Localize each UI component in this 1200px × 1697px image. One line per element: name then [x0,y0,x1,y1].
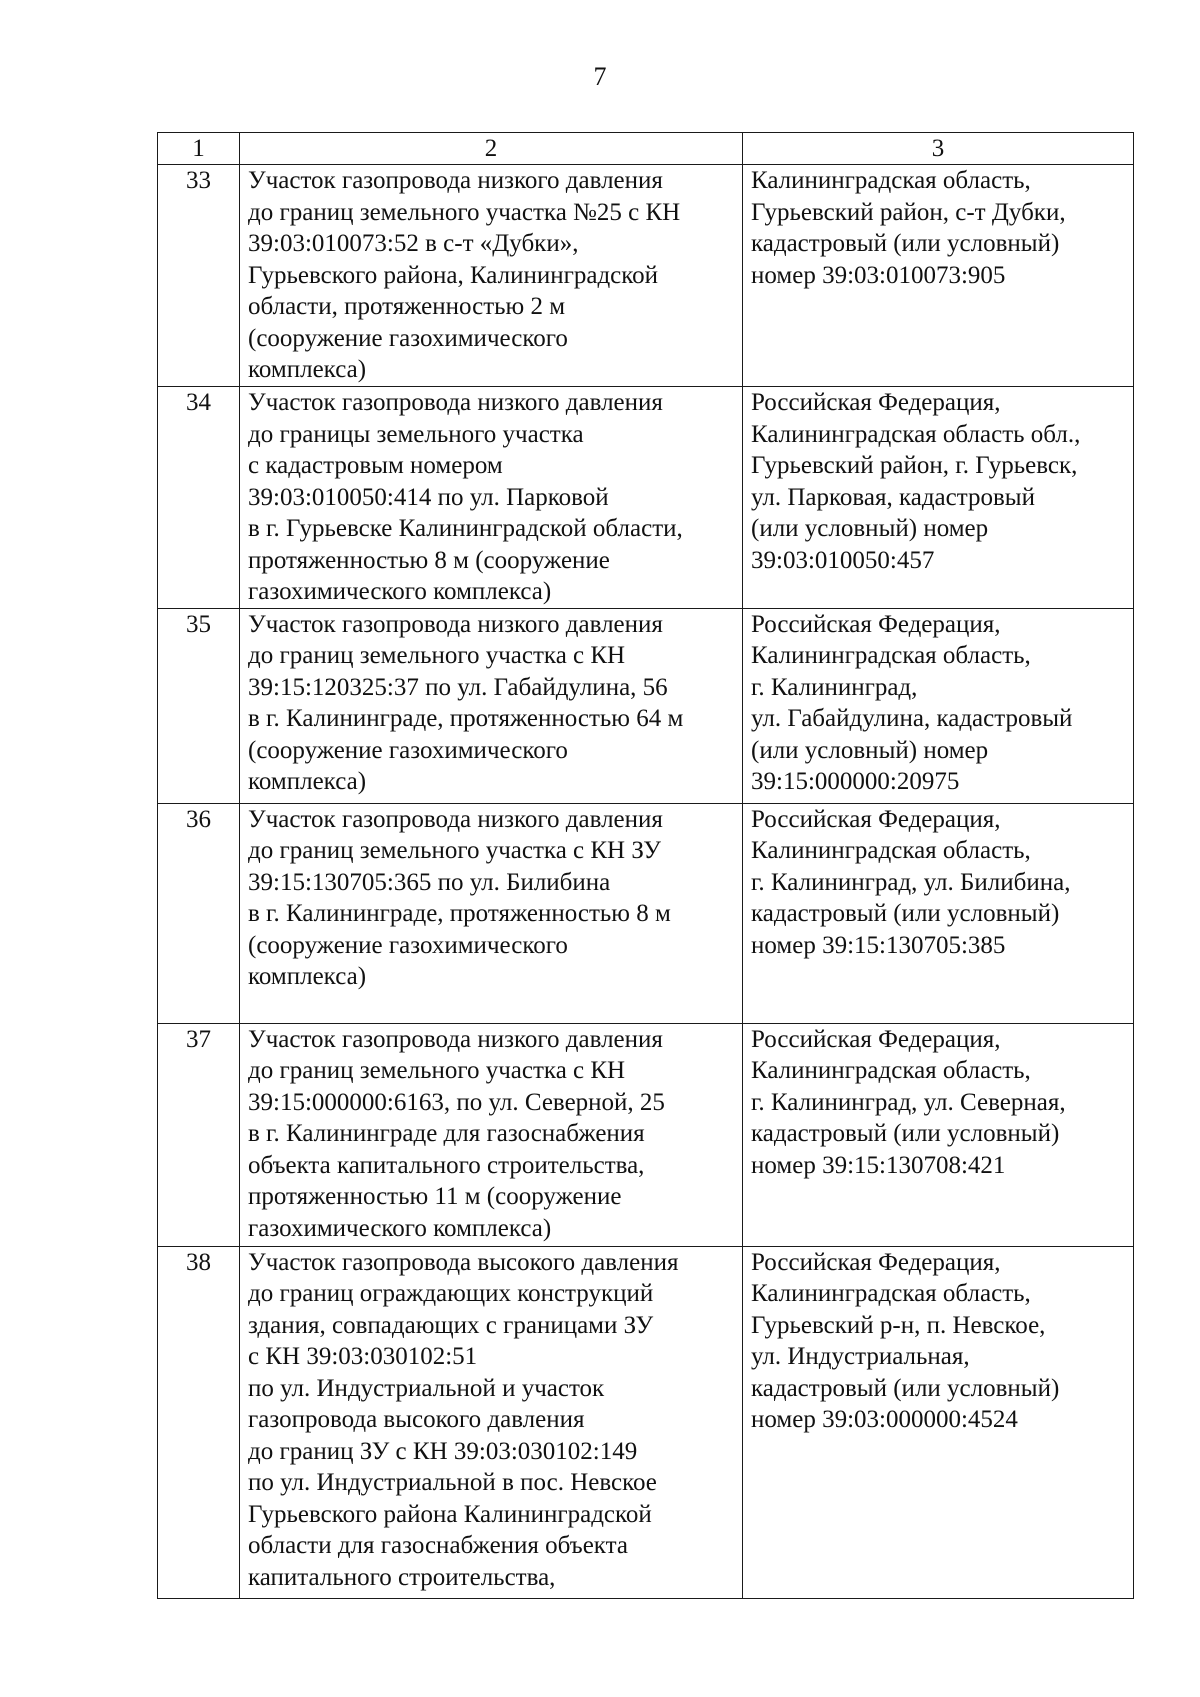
object-description: Участок газопровода низкого давления до границ земельного участка с КН 39:15:000000:6163, по ул. Северной, 25 в г. Калининграде для газоснабжения объекта капитального строительства, протяженностью 11 м (сооружение газохимического комплекса) [240,1023,743,1246]
object-description: Участок газопровода низкого давления до границ земельного участка №25 с КН 39:03:010073:52 в с-т «Дубки», Гурьевского района, Калининградской области, протяженностью 2 м (сооружение газохимического комплекса) [240,165,743,387]
row-number: 38 [158,1246,240,1598]
object-description: Участок газопровода низкого давления до границ земельного участка с КН 39:15:120325:37 по ул. Габайдулина, 56 в г. Калининграде, протяженностью 64 м (сооружение газохимического комплекса) [240,608,743,803]
object-location: Российская Федерация, Калининградская область, г. Калининград, ул. Билибина, кадастровый (или условный) номер 39:15:130705:385 [743,803,1134,1023]
column-header-description: 2 [240,133,743,165]
table-row [158,608,1134,803]
object-description: Участок газопровода высокого давления до границ ограждающих конструкций здания, совпадающих с границами ЗУ с КН 39:03:030102:51 по ул. Индустриальной и участок газопровода высокого давления до границ ЗУ с КН 39:03:030102:149 по ул. Индустриальной в пос. Невское Гурьевского района Калининградской области для газоснабжения объекта капитального строительства, [240,1246,743,1598]
table-row [158,1023,1134,1246]
table-row [158,387,1134,609]
object-location: Российская Федерация, Калининградская область, г. Калининград, ул. Габайдулина, кадастровый (или условный) номер 39:15:000000:20975 [743,608,1134,803]
row-number: 35 [158,608,240,803]
row-number: 36 [158,803,240,1023]
object-description: Участок газопровода низкого давления до границы земельного участка с кадастровым номером 39:03:010050:414 по ул. Парковой в г. Гурьевске Калининградской области, протяженностью 8 м (сооружение газохимического комплекса) [240,387,743,609]
table-row [158,165,1134,387]
column-header-number: 1 [158,133,240,165]
registry-table [157,132,1134,1599]
row-number: 37 [158,1023,240,1246]
object-location: Российская Федерация, Калининградская область, г. Калининград, ул. Северная, кадастровый (или условный) номер 39:15:130708:421 [743,1023,1134,1246]
column-header-location: 3 [743,133,1134,165]
table-row [158,803,1134,1023]
object-description: Участок газопровода низкого давления до границ земельного участка с КН ЗУ 39:15:130705:365 по ул. Билибина в г. Калининграде, протяженностью 8 м (сооружение газохимического комплекса) [240,803,743,1023]
object-location: Российская Федерация, Калининградская область, Гурьевский р-н, п. Невское, ул. Индустриальная, кадастровый (или условный) номер 39:03:000000:4524 [743,1246,1134,1598]
object-location: Российская Федерация, Калининградская область обл., Гурьевский район, г. Гурьевск, ул. Парковая, кадастровый (или условный) номер 39:03:010050:457 [743,387,1134,609]
object-location: Калининградская область, Гурьевский район, с-т Дубки, кадастровый (или условный) номер 39:03:010073:905 [743,165,1134,387]
row-number: 33 [158,165,240,387]
page-number: 7 [593,62,607,91]
table-row [158,1246,1134,1598]
table-header-row [158,133,1134,165]
row-number: 34 [158,387,240,609]
